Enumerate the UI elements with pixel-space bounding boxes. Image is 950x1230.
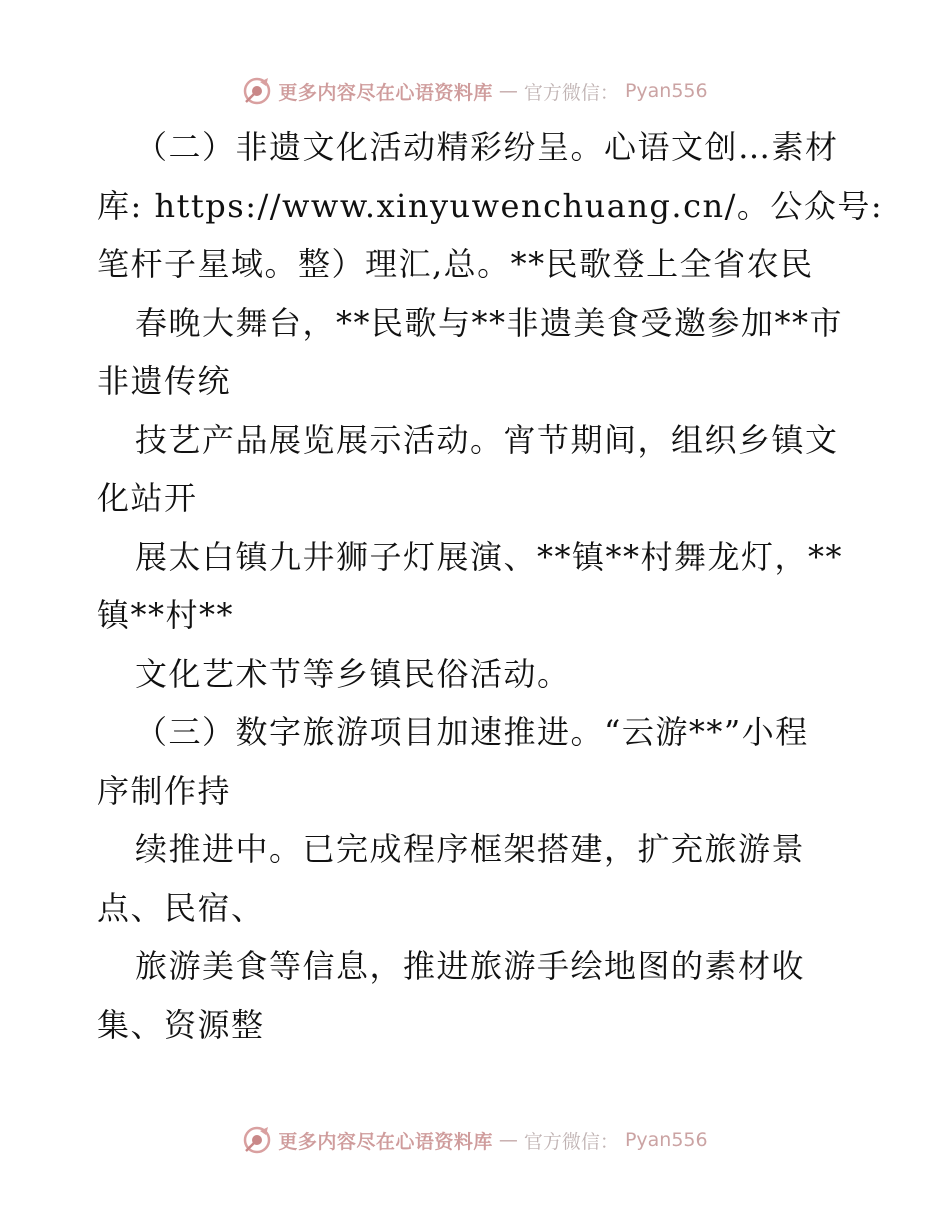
banner-brand-text: 更多内容尽在心语资料库 — [278, 81, 493, 104]
pen-circle-logo-icon — [242, 1125, 272, 1155]
banner-brand-text: 更多内容尽在心语资料库 — [278, 1130, 493, 1153]
document-body — [97, 118, 884, 1054]
text-line: 技艺产品展览展示活动。宵节期间，组织乡镇文 — [135, 420, 839, 459]
text-line: （三）数字旅游项目加速推进。“云游**”小程 — [135, 713, 809, 751]
banner-wechat-label: 官方微信： — [523, 1130, 619, 1153]
text-line: 展太白镇九井狮子灯展演、**镇**村舞龙灯，** — [135, 537, 844, 576]
pen-circle-logo-icon — [242, 76, 272, 106]
text-line: 笔杆子星域。整）理汇,总。**民歌登上全省农民 — [97, 245, 814, 283]
banner-separator: — — [498, 80, 518, 102]
text-line: 序制作持 — [97, 771, 232, 810]
text-line: 点、民宿、 — [97, 888, 265, 927]
text-line: 镇**村** — [97, 596, 235, 634]
text-line: 化站开 — [97, 479, 198, 517]
text-line: 旅游美食等信息，推进旅游手绘地图的素材收 — [135, 947, 806, 985]
text-line: 春晚大舞台，**民歌与**非遗美食受邀参加**市 — [135, 303, 844, 342]
text-line: 文化艺术节等乡镇民俗活动。 — [135, 654, 571, 693]
footer-banner — [0, 1120, 950, 1160]
banner-separator: — — [498, 1129, 518, 1151]
text-line: 库: https://www.xinyuwenchuang.cn/。公众号: — [97, 186, 884, 225]
text-line: （二）非遗文化活动精彩纷呈。心语文创…素材 — [135, 128, 839, 166]
text-line: 非遗传统 — [97, 362, 232, 400]
text-line: 续推进中。已完成程序框架搭建，扩充旅游景 — [135, 830, 806, 868]
header-banner — [0, 71, 950, 111]
banner-wechat-label: 官方微信： — [523, 81, 619, 104]
text-line: 集、资源整 — [97, 1005, 265, 1044]
banner-wechat-id: Pyan556 — [624, 80, 708, 102]
banner-wechat-id: Pyan556 — [624, 1129, 708, 1151]
